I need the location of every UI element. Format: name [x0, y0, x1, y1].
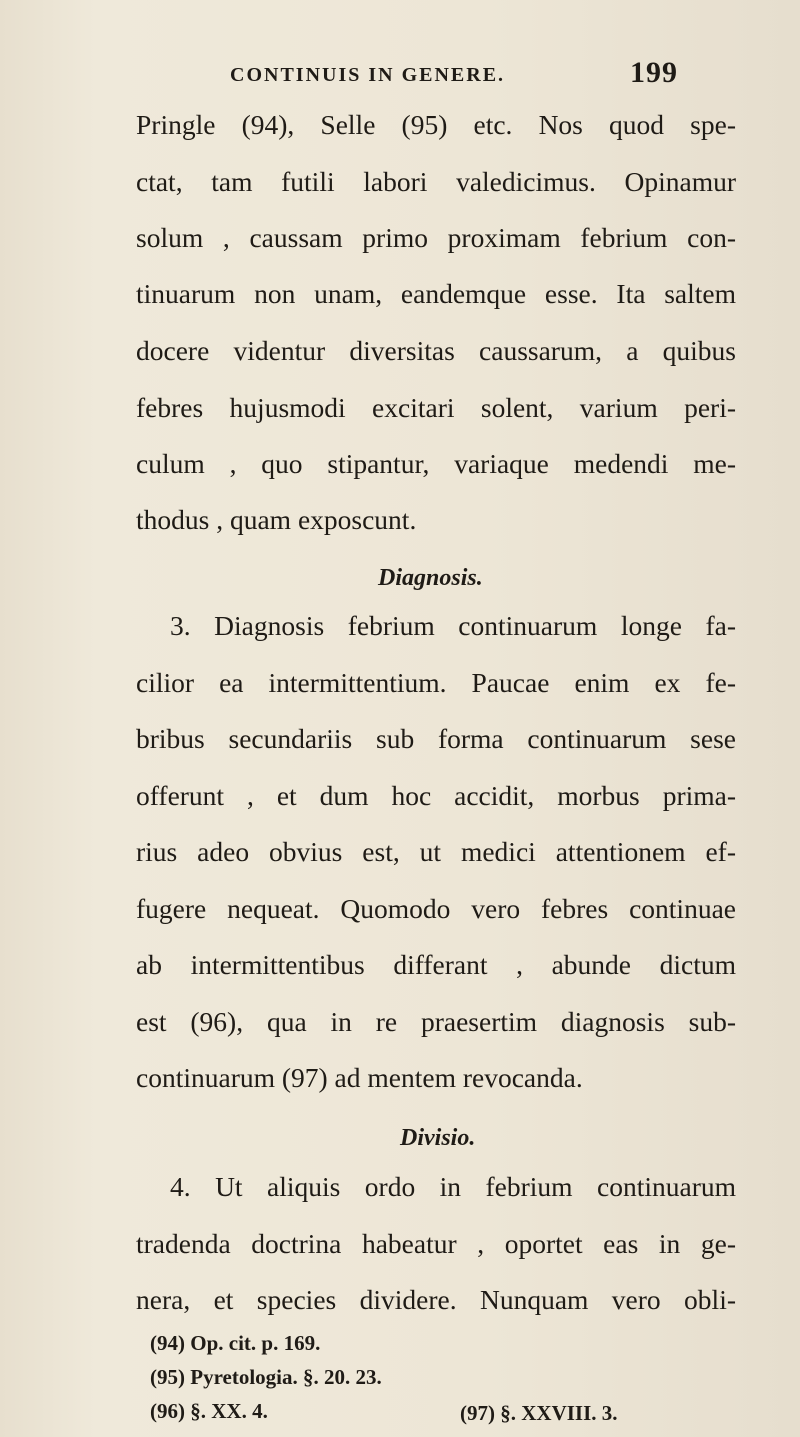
text-line: continuarum (97) ad mentem revocanda. — [136, 1062, 583, 1093]
text-line: offerunt , et dum hoc accidit, morbus prima- — [136, 780, 736, 811]
text-line: rius adeo obvius est, ut medici attentionem ef- — [136, 836, 736, 867]
section-title-diagnosis: Diagnosis. — [378, 565, 483, 591]
text-line: bribus secundariis sub forma continuarum sese — [136, 723, 736, 754]
text-line: cilior ea intermittentium. Paucae enim ex fe- — [136, 667, 736, 698]
text-line: thodus , quam exposcunt. — [136, 504, 417, 535]
footnote: (97) §. XXVIII. 3. — [460, 1401, 618, 1425]
page-header — [230, 56, 690, 96]
footnote: (96) §. XX. 4. — [150, 1399, 268, 1423]
text-line: tradenda doctrina habeatur , oportet eas in ge- — [136, 1228, 736, 1259]
text-line: solum , caussam primo proximam febrium con- — [136, 222, 736, 253]
text-line: 4. Ut aliquis ordo in febrium continuarum — [170, 1171, 736, 1202]
text-line: ctat, tam futili labori valedicimus. Opinamur — [136, 166, 736, 197]
text-line: est (96), qua in re praesertim diagnosis sub- — [136, 1006, 736, 1037]
text-line: docere videntur diversitas caussarum, a quibus — [136, 335, 736, 366]
text-line: febres hujusmodi excitari solent, varium peri- — [136, 392, 736, 423]
text-line: fugere nequeat. Quomodo vero febres continuae — [136, 893, 736, 924]
text-line: Pringle (94), Selle (95) etc. Nos quod spe- — [136, 109, 736, 140]
running-title: CONTINUIS IN GENERE. — [230, 64, 506, 86]
footnote: (95) Pyretologia. §. 20. 23. — [150, 1365, 382, 1389]
text-line: tinuarum non unam, eandemque esse. Ita saltem — [136, 278, 736, 309]
text-line: ab intermittentibus differant , abunde dictum — [136, 949, 736, 980]
page-number: 199 — [630, 56, 678, 89]
footnote: (94) Op. cit. p. 169. — [150, 1331, 321, 1355]
text-line: culum , quo stipantur, variaque medendi me- — [136, 448, 736, 479]
section-title-divisio: Divisio. — [400, 1125, 476, 1151]
text-line: 3. Diagnosis febrium continuarum longe fa- — [170, 610, 736, 641]
text-line: nera, et species dividere. Nunquam vero obli- — [136, 1284, 736, 1315]
